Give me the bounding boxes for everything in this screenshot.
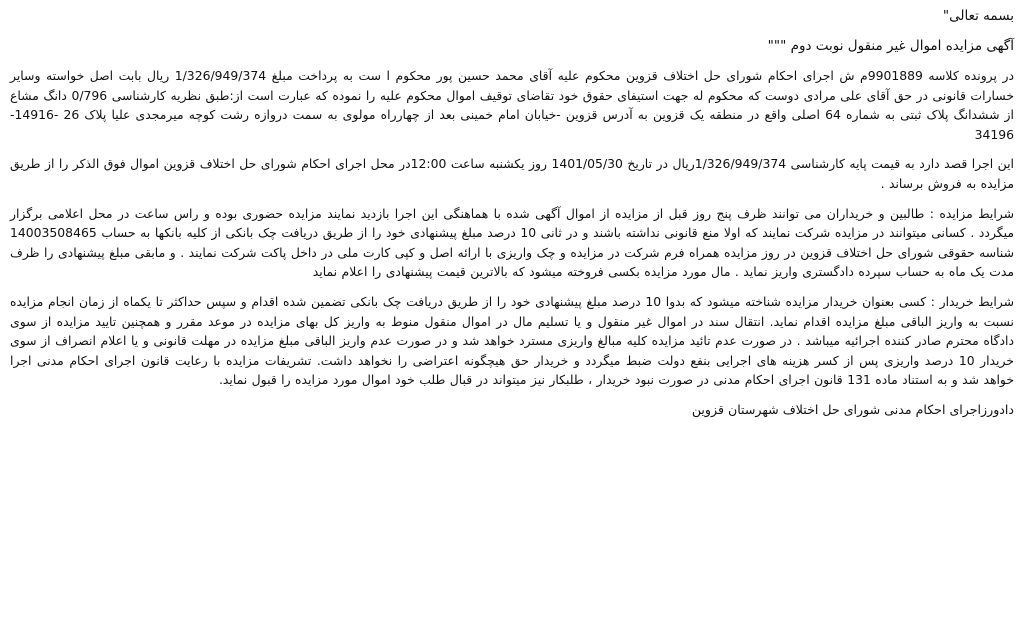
basmala-heading: بسمه تعالی" — [942, 8, 1014, 24]
signature-line: دادورزاجرای احکام مدنی شورای حل اختلاف شهرستان قزوین — [691, 401, 1014, 417]
case-details-paragraph: در پرونده کلاسه 9901889م ش اجرای احکام شورای حل اختلاف قزوین محکوم علیه آقای محمد حسین پور محکوم ا ست به پرداخت مبلغ 1/326/949/374 ریال بابت اصل خواسته وسایر خسارات قانونی در حق آقای علی مرادی دوست که محکوم له جهت استیفای حقوق خود تقاضای توقیف اموال محکوم علیه را نموده که عبارت است از:طبق نظریه کارشناسی 0/796 دانگ مشاع از ششدانگ پلاک ثبتی به شماره 64 اصلی واقع در منطقه یک قزوین به آدرس قزوین -خیابان امام خمینی بعد از چهارراه مولوی به سمت دروازه رشت کوچه میرمجدی علیا پلاک 26 -14916-34196 — [10, 68, 1014, 142]
auction-date-paragraph: این اجرا قصد دارد به قیمت پایه کارشناسی 1/326/949/374ریال در تاریخ 1401/05/30 روز یکشنبه ساعت 12:00در محل اجرای احکام شورای حل اختلاف قزوین اموال فوق الذکر را از طریق مزایده به فروش برساند . — [10, 156, 1015, 191]
buyer-conditions-paragraph: شرایط خریدار : کسی بعنوان خریدار مزایده شناخته میشود که بدوا 10 درصد مبلغ پیشنهادی خود را از طریق دریافت چک بانکی تضمین شده اقدام و سپس حداکثر تا یکماه از زمان انجام مزایده نسبت به واریز الباقی مبلغ مزایده اقدام نماید. انتقال سند در اموال غیر منقول و یا تسلیم مال در اموال منقول منوط به واریز کل بهای مزایده در موعد مقرر و همچنین تایید مزایده از سوی دادگاه محترم صادر کننده اجرائیه میباشد . در صورت عدم تائید مزایده کلیه مبالغ واریزی مسترد خواهد شد و در صورت عدم واریز الباقی مبلغ مزایده در مهلت قانونی و یا اعلام انصراف از سوی خریدار 10 درصد واریزی پس از کسر هزینه های اجرایی بنفع دولت ضبط میگردد و خریدار حق هیچگونه اعتراضی را نخواهد داشت. تشریفات مزایده با رعایت قانون اجرای احکام مدنی اجرا خواهد شد و به استناد ماده 131 قانون اجرای احکام مدنی در صورت نبود خریدار ، طلبکار نیز میتواند در قبال طلب خود اموال مورد مزایده را قبول نماید. — [10, 293, 1015, 388]
notice-title: آگهی مزایده اموال غیر منقول نوبت دوم """ — [767, 38, 1014, 54]
auction-conditions-paragraph: شرایط مزایده : طالبین و خریداران می توانند ظرف پنج روز قبل از مزایده از اموال آگهی شده با هماهنگی این اجرا بازدید نمایند مزایده حضوری بوده و راس ساعت در محل اعلامی برگزار میگردد . کسانی میتوانند در مزایده شرکت نمایند که اولا منع قانونی نداشته باشند و در ثانی 10 درصد مبلغ پیشنهادی خود را از طریق دریافت چک بانکی از کلیه بانکها به حساب 14003508465 شناسه حقوقی شورای حل اختلاف قزوین در روز مزایده همراه فرم شرکت در مزایده و چک واریزی با ارائه اصل و کپی کارت ملی در داخل پاکت شرکت نمایند . و مابقی مبلغ پیشنهادی را ظرف مدت یک ماه به حساب سپرده دادگستری واریز نماید . مال مورد مزایده بکسی فروخته میشود که بالاترین قیمت پیشنهادی را اعلام نماید — [10, 205, 1014, 280]
